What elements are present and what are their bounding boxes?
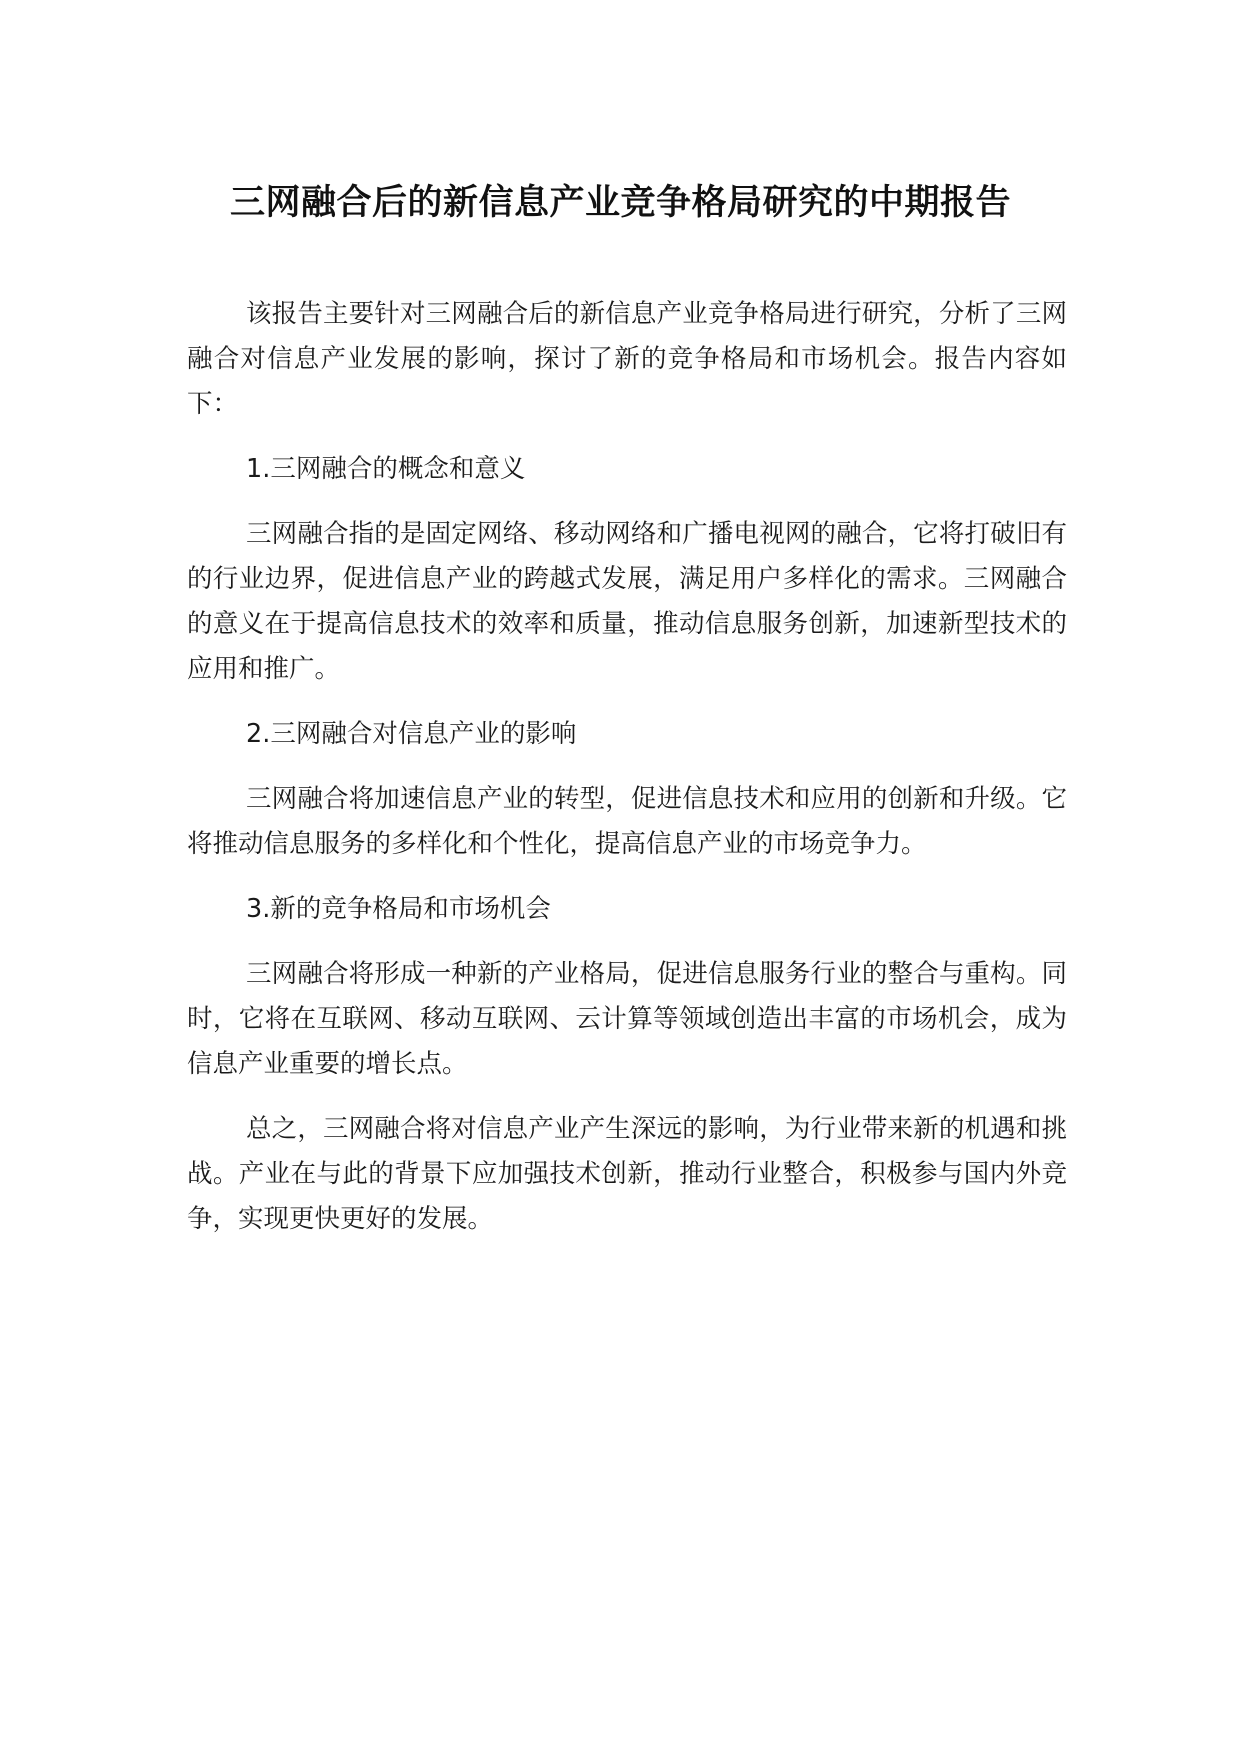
document-body [187, 292, 1067, 1262]
document-title: 三网融合后的新信息产业竞争格局研究的中期报告 [229, 183, 1011, 223]
section-1-paragraph: 三网融合指的是固定网络、移动网络和广播电视网的融合，它将打破旧有的行业边界，促进信息产业的跨越式发展，满足用户多样化的需求。三网融合的意义在于提高信息技术的效率和质量，推动信息服务创新，加速新型技术的应用和推广。 [187, 519, 1067, 684]
section-3-paragraph: 三网融合将形成一种新的产业格局，促进信息服务行业的整合与重构。同时，它将在互联网、移动互联网、云计算等领域创造出丰富的市场机会，成为信息产业重要的增长点。 [187, 959, 1067, 1079]
section-3-heading: 3.新的竞争格局和市场机会 [246, 894, 551, 924]
conclusion-paragraph: 总之，三网融合将对信息产业产生深远的影响，为行业带来新的机遇和挑战。产业在与此的背景下应加强技术创新，推动行业整合，积极参与国内外竞争，实现更快更好的发展。 [187, 1114, 1067, 1234]
section-2-paragraph: 三网融合将加速信息产业的转型，促进信息技术和应用的创新和升级。它将推动信息服务的多样化和个性化，提高信息产业的市场竞争力。 [187, 784, 1067, 859]
section-2-heading: 2.三网融合对信息产业的影响 [246, 719, 577, 749]
intro-paragraph: 该报告主要针对三网融合后的新信息产业竞争格局进行研究，分析了三网融合对信息产业发展的影响，探讨了新的竞争格局和市场机会。报告内容如下： [187, 299, 1067, 419]
section-1-heading: 1.三网融合的概念和意义 [246, 454, 526, 484]
